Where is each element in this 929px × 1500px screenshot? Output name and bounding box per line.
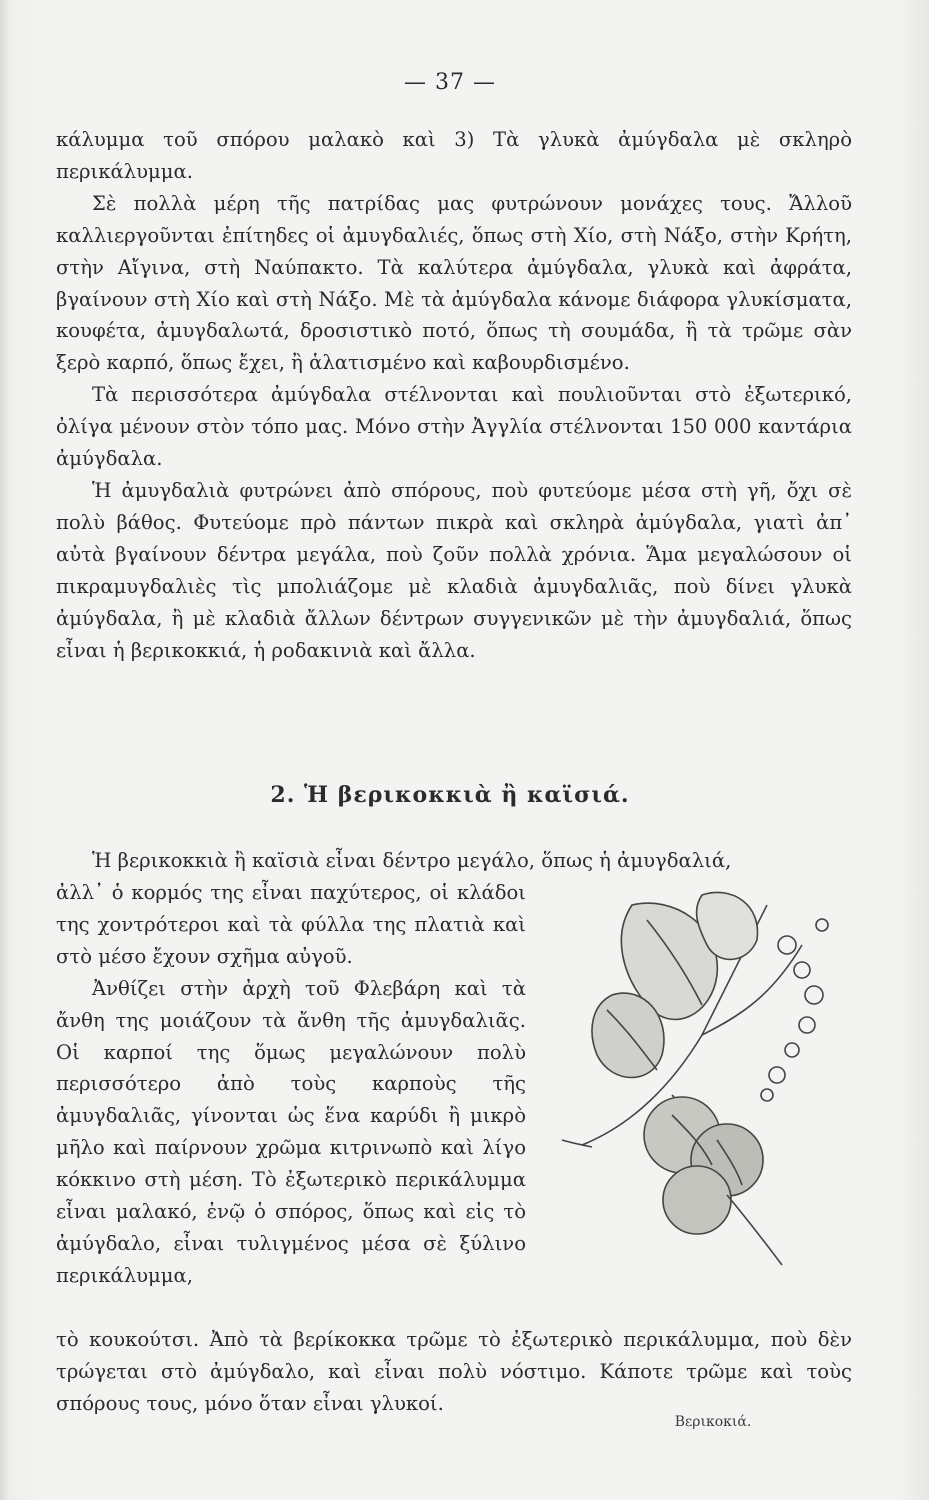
paragraph: κάλυμμα τοῦ σπόρου μαλακὸ καὶ 3) Τὰ γλυκὰ ἀμύγδαλα μὲ σκληρὸ περικάλυμμα. [56, 128, 852, 183]
paragraph: Ἡ ἀμυγδαλιὰ φυτρώνει ἀπὸ σπόρους, ποὺ φυτεύομε μέσα στὴ γῆ, ὄχι σὲ πολὺ βάθος. Φυτεύομε πρὸ πάντων πικρὰ καὶ σκληρὰ ἀμύγδαλα, γιατὶ ἀπ᾿ αὐτὰ βγαίνουν δέντρα μεγάλα, ποὺ ζοῦν πολλὰ χρόνια. Ἅμα μεγαλώσουν οἱ πικραμυγδαλιὲς τὶς μπολιάζομε μὲ κλαδιὰ ἀμυγδαλιᾶς, ποὺ δίνει γλυκὰ ἀμύγδαλα, ἢ μὲ κλαδιὰ ἄλλων δέντρων συγγενικῶν μὲ τὴν ἀμυγδαλιά, ὅπως εἶναι ἡ βερικοκκιά, ἡ ροδακινιὰ καὶ ἄλλα. [56, 478, 852, 662]
section-heading: 2. Ἡ βερικοκκιὰ ἢ καϊσιά. [270, 782, 630, 808]
paragraph: Τὰ περισσότερα ἀμύγδαλα στέλνονται καὶ πουλιοῦνται στὸ ἐξωτερικό, ὀλίγα μένουν στὸν τόπο μας. Μόνο στὴν Ἀγγλία στέλνονται 150 000 καντάρια ἀμύγδαλα. [56, 383, 852, 471]
page-number: — 37 — [404, 70, 496, 95]
paragraph: ἀλλ᾿ ὁ κορμός της εἶναι παχύτερος, οἱ κλάδοι της χοντρότεροι καὶ τὰ φύλλα της πλατιὰ καὶ στὸ μέσο ἔχουν σχῆμα αὐγοῦ. [56, 881, 526, 968]
paragraph-first-line: Ἡ βερικοκκιὰ ἢ καϊσιὰ εἶναι δέντρο μεγάλο, ὅπως ἡ ἀμυγδαλιά, [92, 849, 732, 872]
apricot-branch-illustration [552, 885, 852, 1325]
text-block-top [56, 124, 852, 666]
apricot-branch-icon [552, 885, 852, 1285]
paragraph: τὸ κουκούτσι. Ἀπὸ τὰ βερίκοκκα τρῶμε τὸ ἐξωτερικὸ περικάλυμμα, ποὺ δὲν τρώγεται στὸ ἀμύγδαλο, καὶ εἶναι πολὺ νόστιμο. Κάποτε τρῶμε καὶ τοὺς σπόρους τους, μόνο ὅταν εἶναι γλυκοί. [56, 1328, 852, 1415]
paragraph: Σὲ πολλὰ μέρη τῆς πατρίδας μας φυτρώνουν μονάχες τους. Ἄλλοῦ καλλιεργοῦνται ἐπίτηδες οἱ ἀμυγδαλιές, ὅπως στὴ Χίο, στὴ Νάξο, στὴν Κρήτη, στὴν Αἴγινα, στὴ Ναύπακτο. Τὰ καλύτερα ἀμύγδαλα, γλυκὰ καὶ ἀφράτα, βγαίνουν στὴ Χίο καὶ στὴ Νάξο. Μὲ τὰ ἀμύγδαλα κάνομε διάφορα γλυκίσματα, κουφέτα, ἀμυγδαλωτά, δροσιστικὸ ποτό, ὅπως τὴ σουμάδα, ἢ τὰ τρῶμε σὰν ξερὸ καρπό, ὅπως ἔχει, ἢ ἁλατισμένο καὶ καβουρδισμένο. [56, 191, 852, 375]
figure-caption: Βερικοκιά. [674, 1414, 752, 1430]
text-block-bottom [56, 1324, 852, 1420]
text-line-full [56, 845, 852, 877]
text-block-wrap [56, 877, 526, 1292]
paragraph: Ἀνθίζει στὴν ἀρχὴ τοῦ Φλεβάρη καὶ τὰ ἄνθη της μοιάζουν τὰ ἄνθη τῆς ἀμυγδαλιᾶς. Οἱ καρποί της ὅμως μεγαλώνουν πολὺ περισσότερο ἀπὸ τοὺς καρποὺς τῆς ἀμυγδαλιᾶς, γίνονται ὡς ἕνα καρύδι ἢ μικρὸ μῆλο καὶ παίρνουν χρῶμα κιτρινωπὸ καὶ λίγο κόκκινο στὴ μέση. Τὸ ἐξωτερικὸ περικάλυμμα εἶναι μαλακό, ἐνῷ ὁ σπόρος, ὅπως καὶ εἰς τὸ ἀμύγδαλο, εἶναι τυλιγμένος μέσα σὲ ξύλινο περικάλυμμα, [56, 976, 526, 1287]
